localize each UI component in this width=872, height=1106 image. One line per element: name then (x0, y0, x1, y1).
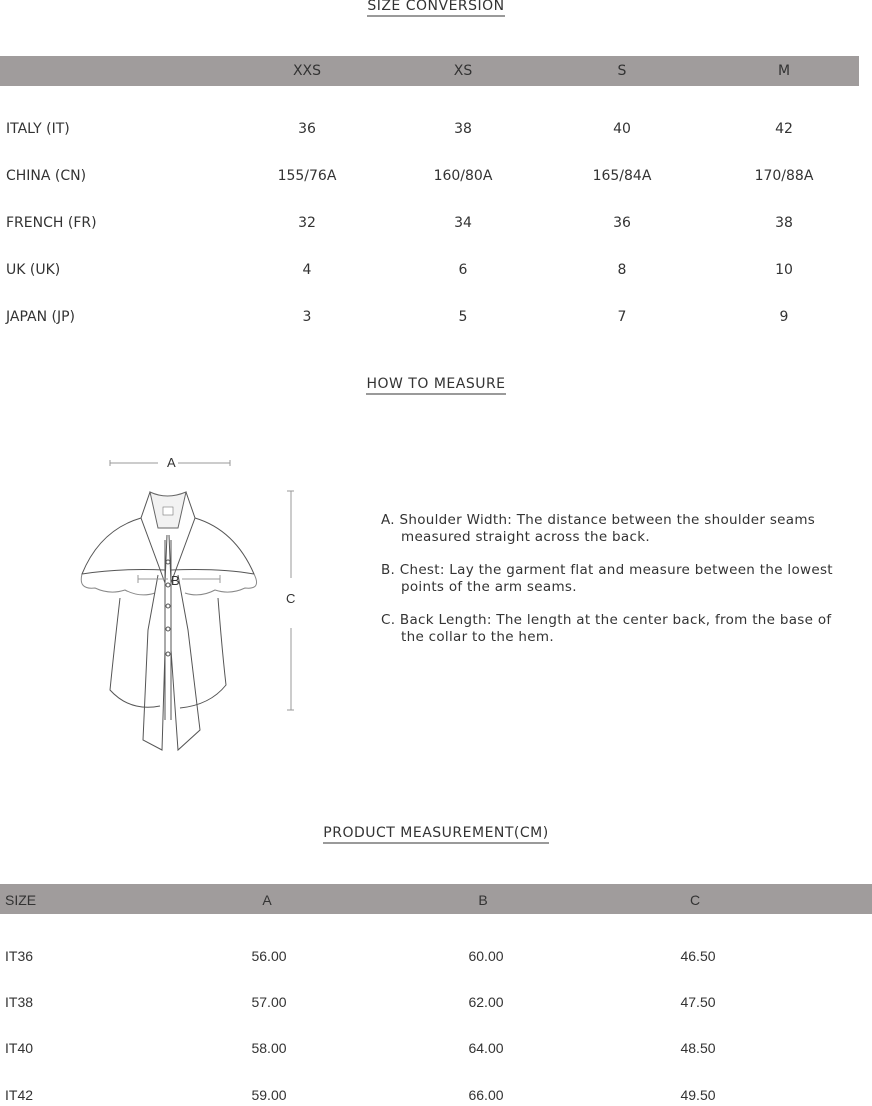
table-cell: 62.00 (468, 994, 504, 1010)
col-header-xxs: XXS (292, 63, 322, 79)
table-cell: 36 (298, 121, 316, 137)
row-size: IT38 (5, 994, 34, 1010)
table-cell: 38 (454, 121, 472, 137)
table-cell: 7 (617, 309, 627, 325)
col-header-c: C (689, 892, 701, 908)
size-conversion-title (0, 0, 872, 17)
row-label: ITALY (IT) (6, 121, 70, 137)
table-cell: 59.00 (251, 1087, 287, 1103)
col-header-xs: XS (453, 63, 473, 79)
table-cell: 165/84A (592, 168, 652, 184)
col-header-s: S (617, 63, 627, 79)
table-cell: 58.00 (251, 1040, 287, 1056)
instruction-c: C. Back Length: The length at the center back, from the base of the collar to the hem. (381, 612, 832, 645)
col-header-a: A (262, 892, 272, 908)
label-b: B (171, 573, 180, 588)
table-cell: 34 (454, 215, 472, 231)
row-label: FRENCH (FR) (6, 215, 97, 231)
row-size: IT40 (5, 1040, 34, 1056)
row-label: JAPAN (JP) (6, 309, 76, 325)
garment-diagram (70, 450, 320, 760)
product-measurement-title-text: PRODUCT MEASUREMENT(CM) (323, 825, 548, 844)
row-label: CHINA (CN) (6, 168, 87, 184)
label-c: C (286, 591, 296, 606)
table-cell: 42 (775, 121, 793, 137)
product-measurement-header-bar (0, 884, 872, 914)
col-header-size: SIZE (5, 892, 37, 908)
table-cell: 60.00 (468, 948, 504, 964)
size-conversion-title-text: SIZE CONVERSION (367, 0, 504, 17)
table-cell: 48.50 (680, 1040, 716, 1056)
instruction-b: B. Chest: Lay the garment flat and measure between the lowest points of the arm seams. (381, 562, 833, 595)
table-cell: 9 (779, 309, 789, 325)
table-cell: 38 (775, 215, 793, 231)
measure-instructions (381, 512, 851, 662)
size-conversion-header-bar (0, 56, 859, 86)
row-label: UK (UK) (6, 262, 61, 278)
table-cell: 49.50 (680, 1087, 716, 1103)
table-cell: 40 (613, 121, 631, 137)
col-header-m: M (777, 63, 791, 79)
label-a: A (167, 455, 176, 470)
how-to-measure-title-text: HOW TO MEASURE (366, 376, 505, 395)
table-cell: 160/80A (433, 168, 493, 184)
table-cell: 8 (617, 262, 627, 278)
table-cell: 56.00 (251, 948, 287, 964)
table-cell: 64.00 (468, 1040, 504, 1056)
table-cell: 57.00 (251, 994, 287, 1010)
table-cell: 170/88A (754, 168, 814, 184)
product-measurement-title (0, 825, 872, 844)
table-cell: 5 (458, 309, 468, 325)
row-size: IT42 (5, 1087, 34, 1103)
table-cell: 10 (775, 262, 793, 278)
table-cell: 155/76A (277, 168, 337, 184)
table-cell: 6 (458, 262, 468, 278)
table-cell: 36 (613, 215, 631, 231)
table-cell: 46.50 (680, 948, 716, 964)
how-to-measure-title (0, 376, 872, 395)
table-cell: 3 (302, 309, 312, 325)
row-size: IT36 (5, 948, 34, 964)
table-cell: 4 (302, 262, 312, 278)
col-header-b: B (478, 892, 488, 908)
table-cell: 66.00 (468, 1087, 504, 1103)
table-cell: 47.50 (680, 994, 716, 1010)
table-cell: 32 (298, 215, 316, 231)
instruction-a: A. Shoulder Width: The distance between the shoulder seams measured straight across the back. (381, 512, 816, 545)
